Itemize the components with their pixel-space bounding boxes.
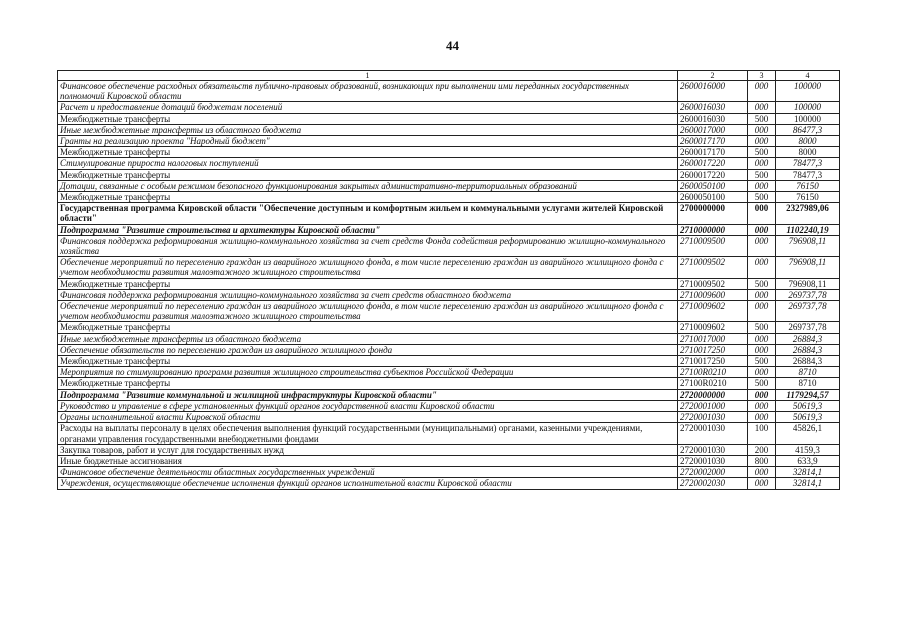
row-type: 000 (748, 203, 776, 224)
row-name: Иные межбюджетные трансферты из областного бюджета (58, 124, 678, 135)
table-row (58, 81, 840, 102)
table-row (58, 113, 840, 124)
table-row (58, 235, 840, 256)
table-row (58, 102, 840, 113)
row-name: Межбюджетные трансферты (58, 356, 678, 367)
row-name: Межбюджетные трансферты (58, 192, 678, 203)
row-type: 000 (748, 180, 776, 191)
table-row (58, 344, 840, 355)
row-amount: 1179294,57 (776, 389, 840, 400)
table-row (58, 147, 840, 158)
row-name: Обеспечение мероприятий по переселению граждан из аварийного жилищного фонда, в том числе переселению граждан из аварийного жилищного фонда с учетом необходимости развития малоэтажного жилищного строительства (58, 257, 678, 278)
row-type: 000 (748, 301, 776, 322)
row-amount: 1102240,19 (776, 224, 840, 235)
row-amount: 4159,3 (776, 444, 840, 455)
row-name: Межбюджетные трансферты (58, 169, 678, 180)
table-row (58, 192, 840, 203)
row-type: 000 (748, 478, 776, 489)
row-name: Руководство и управление в сфере установленных функций органов государственной власти Кировской области (58, 400, 678, 411)
row-type: 500 (748, 356, 776, 367)
row-type: 000 (748, 344, 776, 355)
row-type: 000 (748, 124, 776, 135)
row-amount: 45826,1 (776, 423, 840, 444)
row-amount: 100000 (776, 113, 840, 124)
row-code: 2600017170 (678, 136, 748, 147)
row-name: Финансовое обеспечение деятельности областных государственных учреждений (58, 467, 678, 478)
row-name: Межбюджетные трансферты (58, 322, 678, 333)
row-code: 2710009602 (678, 301, 748, 322)
table-row (58, 356, 840, 367)
table-row (58, 180, 840, 191)
budget-table-body (58, 71, 840, 490)
row-name: Межбюджетные трансферты (58, 278, 678, 289)
table-row (58, 301, 840, 322)
table-row (58, 322, 840, 333)
row-name: Государственная программа Кировской области "Обеспечение доступным и комфортным жильем и коммунальными услугами жителей Кировской области" (58, 203, 678, 224)
row-amount: 50619,3 (776, 400, 840, 411)
row-type: 500 (748, 192, 776, 203)
row-type: 200 (748, 444, 776, 455)
row-type: 500 (748, 322, 776, 333)
row-code: 2600017170 (678, 147, 748, 158)
row-type: 000 (748, 136, 776, 147)
row-amount: 8710 (776, 378, 840, 389)
row-name: Гранты на реализацию проекта "Народный бюджет" (58, 136, 678, 147)
header-col-3: 3 (748, 71, 776, 81)
row-code: 27100R0210 (678, 378, 748, 389)
row-code: 2710009602 (678, 322, 748, 333)
row-code: 2600016030 (678, 113, 748, 124)
row-name: Органы исполнительной власти Кировской области (58, 412, 678, 423)
row-name: Финансовая поддержка реформирования жилищно-коммунального хозяйства за счет средств областного бюджета (58, 289, 678, 300)
row-amount: 32814,1 (776, 478, 840, 489)
row-amount: 269737,78 (776, 322, 840, 333)
header-col-4: 4 (776, 71, 840, 81)
row-code: 2720001030 (678, 423, 748, 444)
row-type: 000 (748, 81, 776, 102)
row-type: 800 (748, 455, 776, 466)
row-amount: 26884,3 (776, 333, 840, 344)
table-row (58, 478, 840, 489)
row-type: 000 (748, 224, 776, 235)
row-code: 2710017250 (678, 344, 748, 355)
row-code: 2720001030 (678, 412, 748, 423)
row-code: 27100R0210 (678, 367, 748, 378)
row-code: 2710009502 (678, 278, 748, 289)
row-type: 000 (748, 400, 776, 411)
row-amount: 26884,3 (776, 356, 840, 367)
row-amount: 32814,1 (776, 467, 840, 478)
row-type: 000 (748, 333, 776, 344)
row-code: 2710009500 (678, 235, 748, 256)
row-name: Финансовое обеспечение расходных обязательств публично-правовых образований, возникающих при выполнении ими переданных государственных полномочий Кировской области (58, 81, 678, 102)
row-type: 500 (748, 169, 776, 180)
table-row (58, 169, 840, 180)
row-name: Дотации, связанные с особым режимом безопасного функционирования закрытых административно-территориальных образований (58, 180, 678, 191)
row-type: 500 (748, 378, 776, 389)
table-row (58, 412, 840, 423)
row-amount: 100000 (776, 102, 840, 113)
table-row (58, 124, 840, 135)
row-type: 000 (748, 467, 776, 478)
table-row (58, 378, 840, 389)
row-name: Мероприятия по стимулированию программ развития жилищного строительства субъектов Российской Федерации (58, 367, 678, 378)
row-name: Иные бюджетные ассигнования (58, 455, 678, 466)
row-amount: 8000 (776, 147, 840, 158)
row-amount: 78477,3 (776, 158, 840, 169)
row-name: Подпрограмма "Развитие коммунальной и жилищной инфраструктуры Кировской области" (58, 389, 678, 400)
row-code: 2600050100 (678, 180, 748, 191)
row-type: 000 (748, 257, 776, 278)
row-type: 000 (748, 412, 776, 423)
row-name: Расчет и предоставление дотаций бюджетам поселений (58, 102, 678, 113)
table-row (58, 203, 840, 224)
row-code: 2720002000 (678, 467, 748, 478)
row-name: Расходы на выплаты персоналу в целях обеспечения выполнения функций государственными (муниципальными) органами, казенными учреждениями, органами управления государственными внебюджетными фондами (58, 423, 678, 444)
row-amount: 796908,11 (776, 235, 840, 256)
row-code: 2600017220 (678, 169, 748, 180)
row-type: 000 (748, 235, 776, 256)
row-name: Обеспечение мероприятий по переселению граждан из аварийного жилищного фонда, в том числе переселению граждан из аварийного жилищного фонда с учетом необходимости развития малоэтажного жилищного строительства (58, 301, 678, 322)
row-amount: 796908,11 (776, 278, 840, 289)
row-code: 2710009600 (678, 289, 748, 300)
row-code: 2720001030 (678, 444, 748, 455)
row-amount: 2327989,06 (776, 203, 840, 224)
row-type: 100 (748, 423, 776, 444)
row-amount: 76150 (776, 180, 840, 191)
row-code: 2600017220 (678, 158, 748, 169)
row-name: Обеспечение обязательств по переселению граждан из аварийного жилищного фонда (58, 344, 678, 355)
row-amount: 796908,11 (776, 257, 840, 278)
row-name: Межбюджетные трансферты (58, 147, 678, 158)
row-type: 500 (748, 113, 776, 124)
row-code: 2720001030 (678, 455, 748, 466)
row-amount: 269737,78 (776, 289, 840, 300)
table-row (58, 455, 840, 466)
table-row (58, 389, 840, 400)
row-amount: 8000 (776, 136, 840, 147)
row-code: 2600050100 (678, 192, 748, 203)
row-name: Подпрограмма "Развитие строительства и архитектуры Кировской области" (58, 224, 678, 235)
row-type: 500 (748, 147, 776, 158)
row-code: 2600016030 (678, 102, 748, 113)
row-amount: 86477,3 (776, 124, 840, 135)
row-amount: 633,9 (776, 455, 840, 466)
table-row (58, 224, 840, 235)
row-code: 2720000000 (678, 389, 748, 400)
row-amount: 100000 (776, 81, 840, 102)
table-row (58, 333, 840, 344)
row-code: 2720001000 (678, 400, 748, 411)
row-name: Стимулирование прироста налоговых поступлений (58, 158, 678, 169)
row-code: 2720002030 (678, 478, 748, 489)
row-amount: 8710 (776, 367, 840, 378)
page-number: 44 (446, 38, 459, 53)
row-name: Межбюджетные трансферты (58, 113, 678, 124)
table-row (58, 367, 840, 378)
budget-table (57, 70, 840, 490)
row-name: Межбюджетные трансферты (58, 378, 678, 389)
row-code: 2710009502 (678, 257, 748, 278)
table-row (58, 257, 840, 278)
row-type: 000 (748, 289, 776, 300)
row-type: 000 (748, 102, 776, 113)
row-amount: 76150 (776, 192, 840, 203)
table-row (58, 423, 840, 444)
row-type: 500 (748, 278, 776, 289)
table-row (58, 278, 840, 289)
row-name: Учреждения, осуществляющие обеспечение исполнения функций органов исполнительной власти Кировской области (58, 478, 678, 489)
table-row (58, 400, 840, 411)
table-row (58, 467, 840, 478)
row-type: 000 (748, 367, 776, 378)
header-col-1: 1 (58, 71, 678, 81)
row-code: 2700000000 (678, 203, 748, 224)
row-type: 000 (748, 389, 776, 400)
table-row (58, 289, 840, 300)
header-col-2: 2 (678, 71, 748, 81)
row-name: Закупка товаров, работ и услуг для государственных нужд (58, 444, 678, 455)
row-type: 000 (748, 158, 776, 169)
row-code: 2600017000 (678, 124, 748, 135)
row-amount: 269737,78 (776, 301, 840, 322)
row-amount: 26884,3 (776, 344, 840, 355)
table-row (58, 158, 840, 169)
table-row (58, 136, 840, 147)
row-amount: 78477,3 (776, 169, 840, 180)
row-code: 2710017000 (678, 333, 748, 344)
row-code: 2710000000 (678, 224, 748, 235)
row-code: 2710017250 (678, 356, 748, 367)
row-name: Финансовая поддержка реформирования жилищно-коммунального хозяйства за счет средств Фонда содействия реформированию жилищно-коммунального хозяйства (58, 235, 678, 256)
table-row (58, 444, 840, 455)
row-name: Иные межбюджетные трансферты из областного бюджета (58, 333, 678, 344)
header-row (58, 71, 840, 81)
row-amount: 50619,3 (776, 412, 840, 423)
row-code: 2600016000 (678, 81, 748, 102)
